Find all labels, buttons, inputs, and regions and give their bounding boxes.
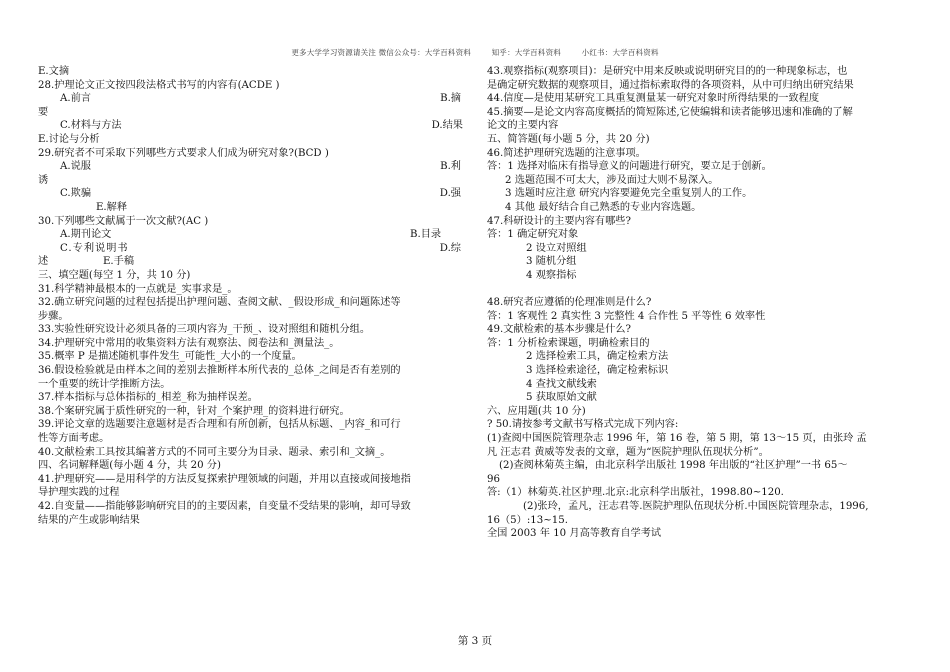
question-48: 48.研究者应遵循的伦理准则是什么? xyxy=(487,297,652,309)
question-41-cont: 导护理实践的过程 xyxy=(38,487,120,499)
answer-line: 3 选择检索途径，确定检索标识 xyxy=(526,365,669,377)
question-49: 49.文献检索的基本步骤是什么? xyxy=(487,324,631,336)
question-45: 45.摘要—是论文内容高度概括的简短陈述,它使编辑和读者能够迅速和准确的了解 xyxy=(487,106,853,118)
question-50: ? 50.请按参考文献书写格式完成下列内容: xyxy=(487,419,679,431)
question-33: 33.实验性研究设计必须具备的三项内容为_干预_、设对照组和随机分组。 xyxy=(38,324,371,336)
answer-line: 3 随机分组 xyxy=(526,256,577,268)
option-row xyxy=(38,119,461,133)
answer-line: 16（5）:13~15. xyxy=(487,514,568,526)
option-c: C.专利说明书 xyxy=(60,242,129,254)
option-wrap: 要 xyxy=(38,106,49,118)
question-39-cont: 性等方面考虑。 xyxy=(38,433,110,445)
option-d: D.结果 xyxy=(431,120,463,132)
question-44: 44.信度—是使用某研究工具重复测量某一研究对象时所得结果的一致程度 xyxy=(487,93,820,105)
option-a: A.期刊论文 xyxy=(60,229,112,241)
section-heading: 三、填空题(每空 1 分，共 10 分) xyxy=(38,269,191,281)
option-b: B.利 xyxy=(440,161,461,173)
blank-line xyxy=(487,283,912,297)
section-heading: 五、简答题(每小题 5 分，共 20 分) xyxy=(487,133,650,145)
question-43: 43.观察指标(观察项目)：是研究中用来反映或说明研究目的的一种现象标志，也 xyxy=(487,66,848,77)
question-28: 28.护理论文正文按四段法格式书写的内容有(ACDE ) xyxy=(38,79,280,91)
option-e: E.讨论与分析 xyxy=(38,133,100,145)
page-header: 更多大学学习资源请关注 微信公众号：大学百科资料 知乎：大学百科资料 小红书：大学百科资料 xyxy=(291,48,659,57)
question-42: 42.自变量——指能够影响研究目的的主要因素，自变量不受结果的影响，却可导致 xyxy=(38,501,411,512)
question-50-part1: (1)查阅中国医院管理杂志 1996 年，第 16 卷，第 5 期，第 13～15 页，由张玲 孟 xyxy=(487,433,867,445)
question-41: 41.护理研究——是用科学的方法反复探索护理领域的问题，并用以直接或间接地指 xyxy=(38,473,411,485)
question-32-cont: 步骤。 xyxy=(38,310,69,322)
question-34: 34.护理研究中常用的收集资料方法有观察法、阅卷法和_测量法_。 xyxy=(38,337,340,349)
answer-line: 答：1 客观性 2 真实性 3 完整性 4 合作性 5 平等性 6 效率性 xyxy=(487,310,766,322)
answer-line: (2)张玲，孟凡，汪志君等.医院护理队伍现状分析.中国医院管理杂志，1996, xyxy=(523,501,869,512)
option-row xyxy=(38,255,461,269)
question-37: 37.样本指标与总体指标的_相差_称为抽样误差。 xyxy=(38,392,258,404)
answer-line: 答：1 选择对临床有指导意义的问题进行研究，要立足于创新。 xyxy=(487,161,772,173)
question-30: 30.下列哪些文献属于一次文献?(AC ) xyxy=(38,215,209,227)
option-wrap: 诱 xyxy=(38,174,49,186)
answer-line: 2 选择检索工具，确定检索方法 xyxy=(526,351,669,363)
option-row xyxy=(38,92,461,106)
option-row xyxy=(38,201,461,215)
question-36-cont: 一个重要的统计学推断方法。 xyxy=(38,378,171,390)
answer-line: 4 其他 最好结合自己熟悉的专业内容选题。 xyxy=(505,201,702,213)
question-42-cont: 结果的产生或影响结果 xyxy=(38,514,140,526)
option-e: E.解释 xyxy=(96,201,128,213)
question-36: 36.假设检验就是由样本之间的差别去推断样本所代表的_总体_之间是否有差别的 xyxy=(38,365,401,377)
answer-line: 2 选题范围不可太大，涉及面过大则不易深入。 xyxy=(505,174,719,186)
question-50-part2: (2)查阅林菊英主编，由北京科学出版社 1998 年出版的“社区护理”一书 65～ xyxy=(499,460,848,472)
option-c: C.欺骗 xyxy=(60,188,92,200)
option-b: B.摘 xyxy=(440,93,461,105)
answer-line: 答：1 分析检索课题，明确检索目的 xyxy=(487,337,650,349)
question-38: 38.个案研究属于质性研究的一种，针对_个案护理_的资料进行研究。 xyxy=(38,405,350,417)
left-column xyxy=(38,65,461,527)
answer-line: 4 查找文献线索 xyxy=(526,378,597,390)
option-row xyxy=(38,228,461,242)
option-a: A.说服 xyxy=(60,161,91,173)
question-31: 31.科学精神最根本的一点就是_实事求是_。 xyxy=(38,283,238,295)
answer-line: 2 设立对照组 xyxy=(526,242,587,254)
answer-line: 答：1 确定研究对象 xyxy=(487,229,579,241)
question-45-cont: 论文的主要内容 xyxy=(487,120,559,132)
right-column xyxy=(487,65,912,541)
option-a: A.前言 xyxy=(60,93,91,105)
question-47: 47.科研设计的主要内容有哪些? xyxy=(487,215,631,227)
option-row xyxy=(38,160,461,174)
option-e: E.手稿 xyxy=(103,256,135,268)
option-b: B.目录 xyxy=(410,229,442,241)
answer-line: 3 选题时应注意 研究内容要避免完全重复别人的工作。 xyxy=(505,188,753,200)
page-number: 第 3 页 xyxy=(457,635,493,647)
answer-line: 4 观察指标 xyxy=(526,269,577,281)
question-40: 40.文献检索工具按其编著方式的不同可主要分为目录、题录、索引和_文摘_。 xyxy=(38,446,391,458)
section-heading: 六、应用题(共 10 分) xyxy=(487,405,586,417)
option-d: D.强 xyxy=(439,188,461,200)
option-row xyxy=(38,187,461,201)
option-wrap: 述 xyxy=(38,256,49,268)
section-heading: 四、名词解释题(每小题 4 分，共 20 分) xyxy=(38,460,221,472)
question-39: 39.评论文章的选题要注意题材是否合理和有所创新，包括从标题、_内容_和可行 xyxy=(38,419,401,431)
question-50-part2-cont: 96 xyxy=(487,473,500,485)
question-50-part1-cont: 凡 汪志君 黄威等发表的文章，题为“医院护理队伍现状分析”。 xyxy=(487,446,769,458)
option-d: D.综 xyxy=(439,242,461,254)
exam-title: 全国 2003 年 10 月高等教育自学考试 xyxy=(487,528,662,540)
question-35: 35.概率 P 是描述随机事件发生_可能性_大小的一个度量。 xyxy=(38,351,302,363)
text-line: E.文摘 xyxy=(38,66,70,77)
option-row xyxy=(38,242,461,256)
question-32: 32.确立研究问题的过程包括提出护理问题、查阅文献、_假设形成_和问题陈述等 xyxy=(38,297,401,309)
option-c: C.材料与方法 xyxy=(60,120,122,132)
question-29: 29.研究者不可采取下列哪些方式要求人们成为研究对象?(BCD ) xyxy=(38,147,329,159)
answer-line: 5 获取原始文献 xyxy=(526,392,597,404)
question-43-cont: 是确定研究数据的观察项目，通过指标索取得的各项资料，从中可归纳出研究结果 xyxy=(487,79,854,91)
question-46: 46.简述护理研究选题的注意事项。 xyxy=(487,147,646,159)
answer-line: 答:（1）林菊英.社区护理.北京:北京科学出版社，1998.80~120. xyxy=(487,487,784,499)
